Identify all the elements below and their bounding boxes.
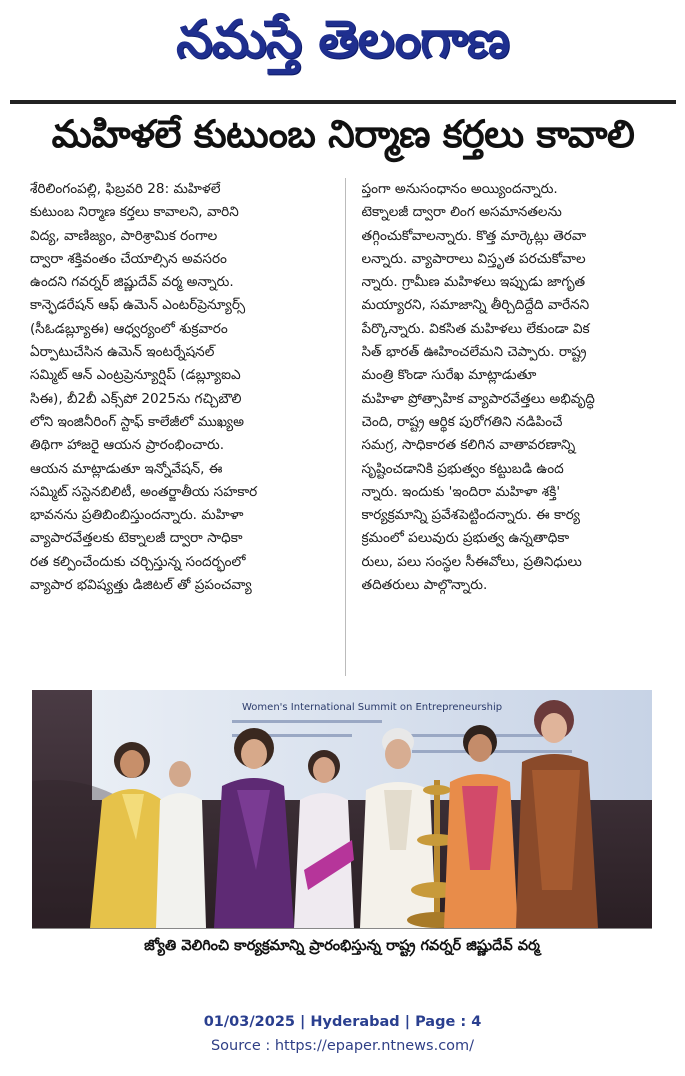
article-text-line: మహిళా ప్రోత్సాహిక వ్యాపారవేత్తలు అభివృద్ధి	[361, 390, 595, 407]
article-text-line: సమ్మిట్ ఆన్ ఎంట్రప్రెన్యూర్షిప్ (డబ్ల్యూఐఎ	[30, 367, 241, 384]
photo-caption-block	[32, 934, 652, 962]
article-column-right	[362, 178, 661, 676]
article-text-line: కార్యక్రమాన్ని ప్రవేశపెట్టిందన్నారు. ఈ కార్య	[361, 507, 581, 524]
article-text-line: ద్వారా శక్తివంతం చేయాల్సిన అవసరం	[30, 250, 227, 267]
newspaper-logo: నమస్తే తెలంగాణ	[176, 9, 509, 70]
article-text-line: కుటుంబ నిర్మాణ కర్తలు కావాలని, వారిని	[30, 204, 239, 221]
article-text-line: సిఈ), బీ2బీ ఎక్స్‌పో 2025ను గచ్చిబౌలి	[30, 390, 242, 407]
caption-rule	[32, 928, 652, 929]
article-text-line: సృష్టించడానికి ప్రభుత్వం కట్టుబడి ఉంద	[361, 460, 564, 477]
article-text-line: మయ్యారని, సమాజాన్ని తీర్చిదిద్దేది వారేనని	[361, 297, 590, 314]
article-text-line: చెంది, రాష్ట్ర ఆర్థిక పురోగతిని నడిపించే	[361, 413, 563, 430]
article-text-line: ఏర్పాటుచేసిన ఉమెన్ ఇంటర్నేషనల్	[30, 344, 215, 361]
article-text-line: రులు, పలు సంస్థల సీఈవోలు, ప్రతినిధులు	[361, 553, 582, 570]
article-text-line: ప్తంగా అనుసంధానం అయ్యిందన్నారు.	[361, 181, 558, 197]
backdrop-banner-text: Women's International Summit on Entrepreneurship	[242, 702, 503, 713]
footer-date-line: 01/03/2025 | Hyderabad | Page : 4	[203, 1014, 482, 1030]
article-text-line: సమ్మిట్ సస్టెనబిలిటీ, అంతర్జాతీయ సహకార	[30, 483, 258, 500]
article-text-line: మంత్రి కొండా సురేఖ మాట్లాడుతూ	[361, 367, 537, 384]
article-text-line: తదితరులు పాల్గొన్నారు.	[361, 577, 488, 594]
article-text-line: సిత్ భారత్ ఊహించలేమని చెప్పారు. రాష్ట్ర	[361, 344, 587, 361]
article-column-left	[30, 178, 329, 676]
article-text-line: ఉందని గవర్నర్ జిష్ణుదేవ్ వర్మ అన్నారు.	[30, 274, 234, 291]
article-text-line: భావనను ప్రతిబింబిస్తుందన్నారు. మహిళా	[30, 507, 244, 524]
column-divider	[345, 178, 346, 676]
article-text-line: ఆయన మాట్లాడుతూ ఇన్నోవేషన్, ఈ	[30, 460, 223, 477]
article-text-line: క్రమంలో పలువురు ప్రభుత్వ ఉన్నతాధికా	[361, 530, 570, 547]
article-text-line: (సీఓడబ్ల్యూఈ) ఆధ్వర్యంలో శుక్రవారం	[30, 320, 228, 337]
article-text-line: పేర్కొన్నారు. వికసిత మహిళలు లేకుండా విక	[361, 320, 590, 337]
article-text-line: రత కల్పించేందుకు చర్చిస్తున్న సందర్భంలో	[30, 553, 246, 570]
article-text-line: వ్యాపార భవిష్యత్తు డిజిటల్ తో ప్రపంచవ్యా	[30, 577, 252, 594]
article-body	[30, 178, 660, 676]
photo-caption: జ్యోతి వెలిగించి కార్యక్రమాన్ని ప్రారంభిస్తున్న రాష్ట్ర గవర్నర్ జిష్ణుదేవ్ వర్మ	[144, 938, 540, 954]
article-text-line: టెక్నాలజీ ద్వారా లింగ అసమానతలను	[361, 204, 562, 221]
article-text-line: శేరిలింగంపల్లి, ఫిబ్రవరి 28: మహిళలే	[30, 181, 221, 197]
article-text-line: వ్యాపారవేత్తలకు టెక్నాలజీ ద్వారా సాధికా	[30, 530, 243, 547]
event-photo	[32, 690, 652, 928]
article-text-line: లోని ఇంజినీరింగ్ స్టాఫ్ కాలేజీలో ముఖ్యఅ	[30, 413, 244, 430]
article-text-line: న్నారు. ఇందుకు 'ఇందిరా మహిళా శక్తి'	[361, 483, 561, 500]
article-text-line: కాన్ఫెడరేషన్ ఆఫ్ ఉమెన్ ఎంటర్‌ప్రెన్యూర్స్	[30, 297, 246, 314]
article-text-line: న్నారు. గ్రామీణ మహిళలు ఇప్పుడు జాగృత	[361, 274, 586, 291]
article-text-line: తిథిగా హాజరై ఆయన ప్రారంభించారు.	[30, 437, 225, 454]
page-footer	[0, 1010, 685, 1058]
headline-block	[10, 108, 676, 170]
article-headline: మహిళలే కుటుంబ నిర్మాణ కర్తలు కావాలి	[51, 112, 635, 156]
masthead	[0, 6, 685, 86]
article-text-line: లన్నారు. వ్యాపారాలు విస్తృత పరచుకోవాల	[361, 250, 586, 267]
article-text-line: సమగ్ర, సాధికారత కలిగిన వాతావరణాన్ని	[361, 437, 576, 454]
footer-source-line[interactable]: Source : https://epaper.ntnews.com/	[210, 1038, 475, 1054]
article-text-line: తగ్గించుకోవాలన్నారు. కొత్త మార్కెట్లు తెరవా	[361, 227, 587, 244]
article-text-line: విద్య, వాణిజ్యం, పారిశ్రామిక రంగాల	[30, 227, 218, 244]
headline-top-rule	[10, 100, 676, 104]
